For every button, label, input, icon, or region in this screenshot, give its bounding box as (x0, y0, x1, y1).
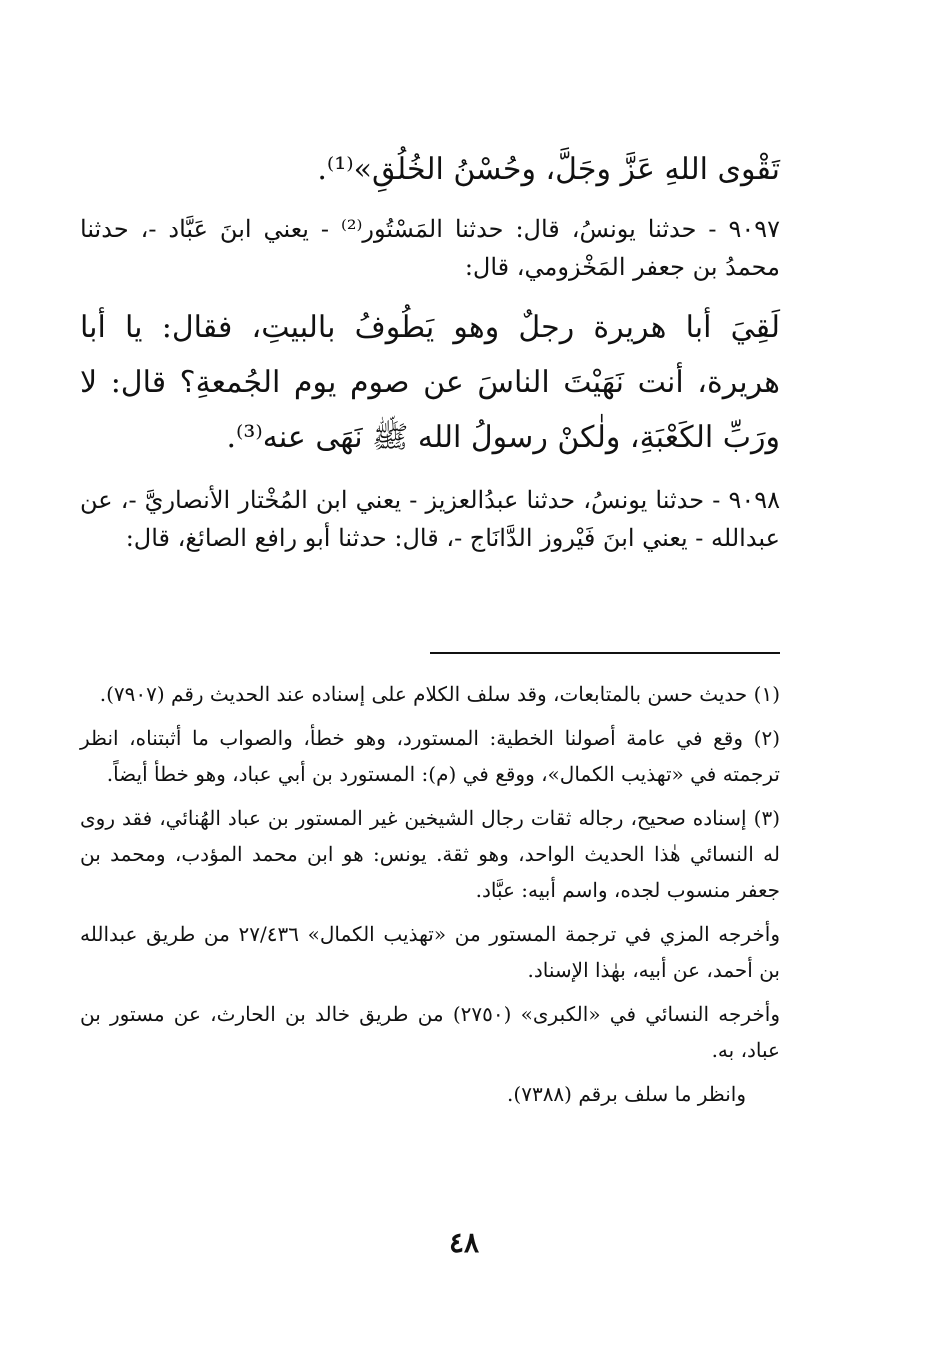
hadith-ending-text: تَقْوى اللهِ عَزَّ وجَلَّ، وحُسْنُ الخُلُقِ»⁽¹⁾. (317, 152, 780, 187)
footnotes (80, 676, 780, 1112)
page-number: ٤٨ (448, 1226, 480, 1259)
footnote-3: (٣) إسناده صحيح، رجاله ثقات رجال الشيخين غير المستور بن عباد الهُنائي، فقد روى له النسائي هٰذا الحديث الواحد، وهو ثقة. يونس: هو ابن محمد المؤدب، ومحمد بن جعفر منسوب لجده، واسم أبيه: عبَّاد. (80, 806, 780, 902)
footnote-3-see-also: وانظر ما سلف برقم (٧٣٨٨). (507, 1082, 746, 1106)
hadith-9097-isnad: ٩٠٩٧ - حدثنا يونسُ، قال: حدثنا المَسْتُور⁽²⁾ - يعني ابنَ عَبَّاد -، حدثنا محمدُ بن جعفر المَخْزومي، قال: (80, 215, 780, 281)
footnote-3-continuation-nasai: وأخرجه النسائي في «الكبرى» (٢٧٥٠) من طريق خالد بن الحارث، عن مستور بن عباد، به. (80, 1002, 781, 1062)
hadith-9098-isnad: ٩٠٩٨ - حدثنا يونسُ، حدثنا عبدُالعزيز - يعني ابن المُخْتار الأنصاريَّ -، عن عبدالله - يعني ابنَ فَيْروز الدَّانَاج -، قال: حدثنا أبو رافع الصائغ، قال: (80, 486, 780, 552)
main-text (80, 148, 780, 571)
footnote-3-continuation-mizzi: وأخرجه المزي في ترجمة المستور من «تهذيب الكمال» ٢٧/٤٣٦ من طريق عبدالله بن أحمد، عن أبيه، بهٰذا الإسناد. (80, 922, 780, 982)
separator-line (430, 652, 780, 654)
footnote-2: (٢) وقع في عامة أصولنا الخطية: المستورد، وهو خطأ، والصواب ما أثبتناه، انظر ترجمته في «تهذيب الكمال»، ووقع في (م): المستورد بن أبي عباد، وهو خطأ أيضاً. (80, 726, 780, 786)
hadith-9097-matn: لَقِيَ أبا هريرة رجلٌ وهو يَطُوفُ بالبيتِ، فقال: يا أبا هريرة، أنت نَهَيْتَ الناسَ عن صوم يوم الجُمعةِ؟ قال: لا ورَبِّ الكَعْبَةِ، ولٰكنْ رسولُ الله ﷺ نَهَى عنه⁽³⁾. (80, 310, 780, 455)
footnote-1: (١) حديث حسن بالمتابعات، وقد سلف الكلام على إسناده عند الحديث رقم (٧٩٠٧). (99, 682, 780, 706)
